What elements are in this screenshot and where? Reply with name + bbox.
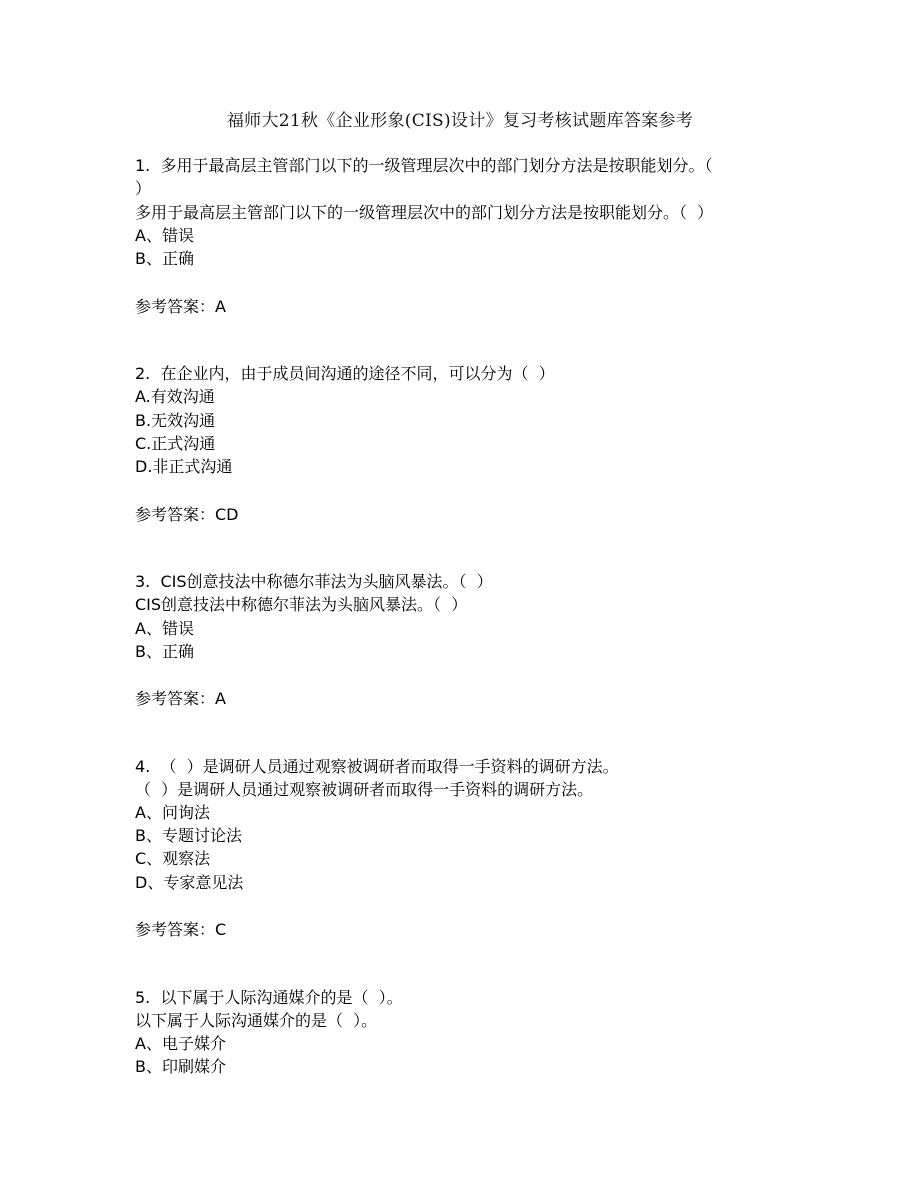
- question-2-option-a: A.有效沟通: [135, 387, 215, 406]
- question-1-stem-continued: ）: [135, 179, 152, 198]
- question-2-option-c: C.正式沟通: [135, 434, 216, 453]
- question-1-option-b: B、正确: [135, 249, 194, 268]
- question-3-stem: 3. CIS创意技法中称德尔菲法为头脑风暴法。（ ）: [135, 572, 493, 591]
- question-5-option-b: B、印刷媒介: [135, 1057, 226, 1076]
- question-2-stem: 2. 在企业内，由于成员间沟通的途径不同，可以分为（ ）: [135, 364, 555, 383]
- question-4-stem: 4. （ ）是调研人员通过观察被调研者而取得一手资料的调研方法。: [135, 757, 619, 776]
- question-4-option-d: D、专家意见法: [135, 873, 244, 892]
- question-3-option-a: A、错误: [135, 619, 194, 638]
- question-1-answer: 参考答案：A: [135, 297, 226, 316]
- question-3-answer: 参考答案：A: [135, 689, 226, 708]
- question-2-answer: 参考答案：CD: [135, 505, 239, 524]
- question-1-option-a: A、错误: [135, 226, 194, 245]
- question-4-option-a: A、问询法: [135, 803, 210, 822]
- question-2-option-d: D.非正式沟通: [135, 457, 233, 476]
- question-4-option-c: C、观察法: [135, 849, 211, 868]
- question-5-option-a: A、电子媒介: [135, 1034, 226, 1053]
- question-4-repeat: （ ）是调研人员通过观察被调研者而取得一手资料的调研方法。: [135, 780, 594, 799]
- question-4-option-b: B、专题讨论法: [135, 826, 242, 845]
- question-3-option-b: B、正确: [135, 642, 194, 661]
- document-title: 福师大21秋《企业形象(CIS)设计》复习考核试题库答案参考: [226, 111, 694, 131]
- question-1-stem: 1. 多用于最高层主管部门以下的一级管理层次中的部门划分方法是按职能划分。（: [135, 156, 713, 175]
- question-3-repeat: CIS创意技法中称德尔菲法为头脑风暴法。（ ）: [135, 595, 468, 614]
- question-5-repeat: 以下属于人际沟通媒介的是（ ）。: [135, 1011, 378, 1030]
- question-5-stem: 5. 以下属于人际沟通媒介的是（ ）。: [135, 988, 403, 1007]
- question-2-option-b: B.无效沟通: [135, 411, 216, 430]
- question-4-answer: 参考答案：C: [135, 920, 227, 939]
- question-1-repeat: 多用于最高层主管部门以下的一级管理层次中的部门划分方法是按职能划分。（ ）: [135, 203, 714, 222]
